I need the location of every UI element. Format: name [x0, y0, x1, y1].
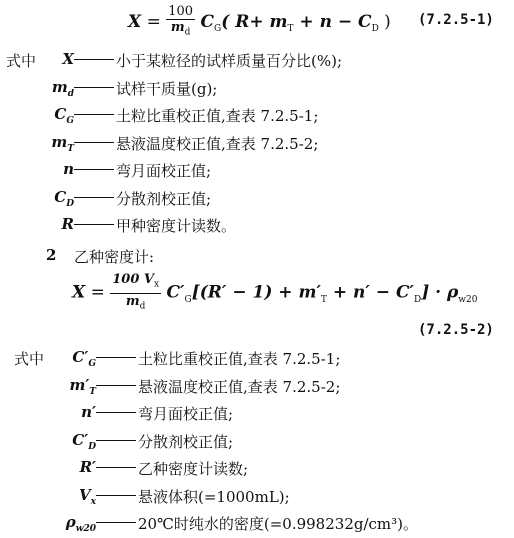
em-dash: [96, 522, 136, 523]
definition-text: 土粒比重校正值,查表 7.2.5-1;: [116, 107, 319, 125]
em-dash: [96, 412, 136, 413]
definition-symbol: R: [61, 215, 74, 233]
eq2-coef-den: m: [125, 293, 140, 309]
definition-text: 悬液温度校正值,查表 7.2.5-2;: [138, 377, 341, 396]
em-dash: [96, 467, 136, 468]
definition-symbol: $\rho_{w20}$: [65, 513, 96, 534]
em-dash: [74, 169, 114, 170]
em-dash: [96, 357, 136, 358]
item2-title: 乙种密度计:: [74, 248, 155, 266]
definition-text: 土粒比重校正值,查表 7.2.5-1;: [138, 350, 341, 368]
definition-text: 乙种密度计读数;: [138, 460, 249, 478]
em-dash: [96, 385, 136, 386]
eq1-lhs: X: [128, 11, 142, 32]
item2-number: 2: [46, 246, 57, 264]
definition-text: 分散剂校正值;: [116, 189, 212, 208]
definition-symbol: R′: [79, 458, 96, 476]
definition-symbol: $C_G$: [54, 105, 74, 126]
section2-where-label: 式中: [14, 350, 45, 368]
definition-symbol: $C'_D$: [72, 430, 96, 452]
definition-text: 甲种密度计读数。: [116, 217, 237, 235]
definition-symbol: $m'_T$: [69, 375, 96, 397]
definition-text: 悬液体积(=1000mL);: [138, 487, 290, 506]
definition-symbol: $m_d$: [51, 77, 74, 99]
eq2-number: (7.2.5-2): [418, 322, 494, 338]
em-dash: [96, 495, 136, 496]
definition-text: 弯月面校正值;: [138, 405, 234, 423]
equation-1: X = $\frac{100}{m_d}$ $C_G$( $R+ m_T + n - C_D$ ): [128, 4, 391, 41]
em-dash: [74, 224, 114, 225]
equation-2: X = $\frac{100 V_x}{m_d}$ $C'_G[(R' - 1) + m'_T + n' - C'_D] \cdot \rho_{w20}$: [72, 272, 477, 314]
eq1-number: (7.2.5-1): [418, 12, 494, 28]
eq1-coef-den: m: [170, 20, 185, 35]
eq1-coefficient: $\frac{100}{m_d}$: [168, 4, 194, 38]
eq1-body-main: C: [200, 11, 215, 32]
eq2-coef-num: 100 V: [112, 272, 155, 287]
em-dash: [74, 197, 114, 198]
section1-where-label: 式中: [6, 52, 37, 70]
em-dash: [74, 87, 114, 88]
eq2-lhs: X: [72, 282, 86, 303]
definition-text: 试样干质量(g);: [116, 79, 218, 98]
definition-text: 20℃时纯水的密度(=0.998232g/cm³)。: [138, 515, 419, 533]
eq1-coef-num: 100: [168, 4, 194, 19]
definition-symbol: $V_x$: [78, 485, 96, 507]
em-dash: [74, 114, 114, 115]
em-dash: [96, 440, 136, 441]
definition-text: 小于某粒径的试样质量百分比(%);: [116, 52, 343, 70]
definition-text: 悬液温度校正值,查表 7.2.5-2;: [116, 134, 319, 153]
definition-symbol: $m_T$: [51, 132, 74, 154]
definition-text: 弯月面校正值;: [116, 162, 212, 180]
eq2-coefficient: $\frac{100 V_x}{m_d}$: [112, 272, 160, 312]
definition-symbol: $C'_G$: [72, 348, 96, 369]
definition-symbol: $C_D$: [54, 187, 74, 209]
definition-text: 分散剂校正值;: [138, 432, 234, 451]
definition-symbol: n′: [81, 403, 96, 421]
definition-symbol: X: [62, 50, 74, 68]
em-dash: [74, 142, 114, 143]
definition-symbol: n: [63, 160, 74, 178]
em-dash: [74, 59, 114, 60]
